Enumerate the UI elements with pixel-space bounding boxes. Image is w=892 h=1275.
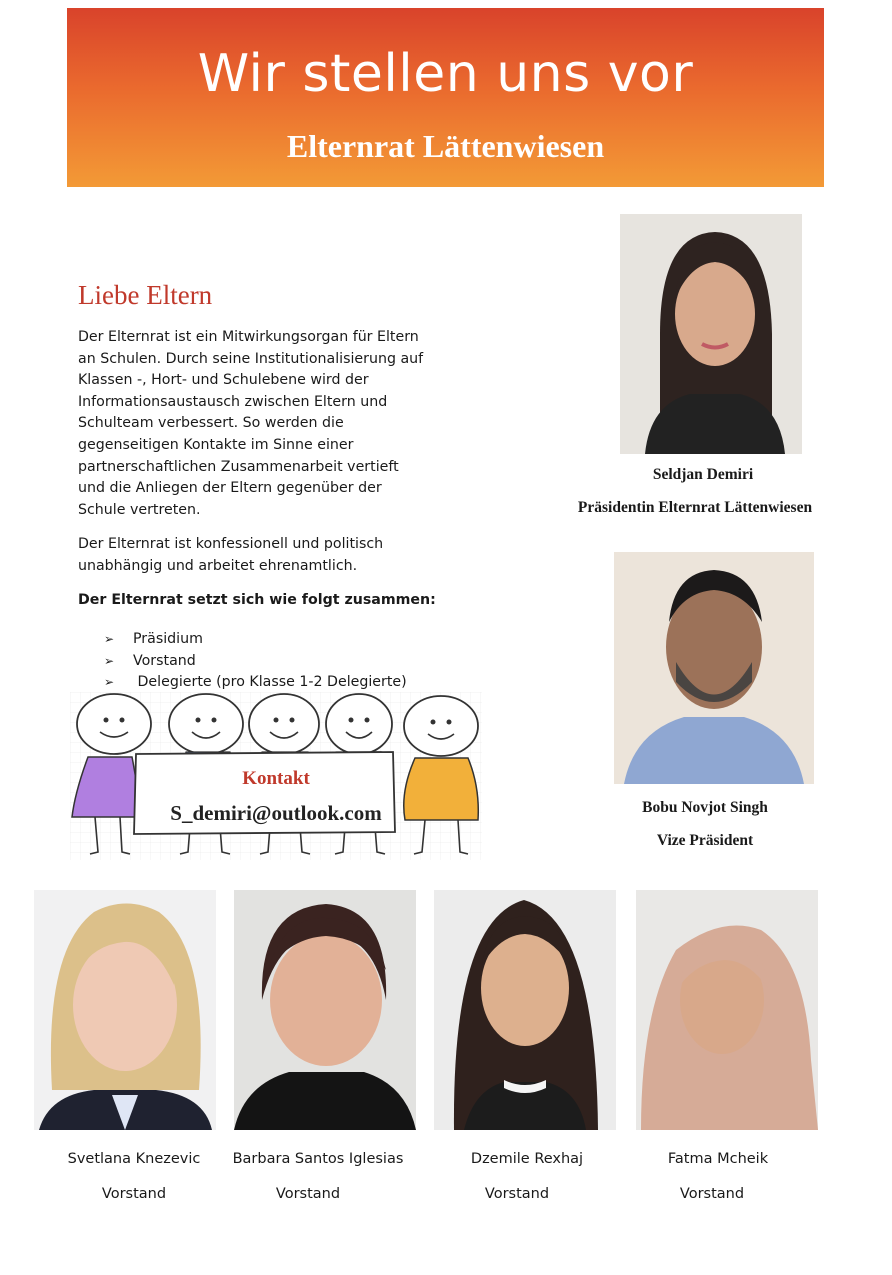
contact-illustration bbox=[70, 692, 482, 860]
list-item: ➢ Präsidium bbox=[104, 629, 407, 651]
president-name: Seldjan Demiri bbox=[652, 466, 754, 483]
board-member-name-4: Fatma Mcheik bbox=[667, 1151, 769, 1167]
vice-president-photo bbox=[614, 552, 814, 784]
intro-paragraph-2: Der Elternrat ist konfessionell und politisch unabhängig und arbeitet ehrenamtlich. bbox=[78, 536, 384, 574]
board-member-name-3: Dzemile Rexhaj bbox=[470, 1151, 584, 1167]
arrow-bullet-icon: ➢ bbox=[104, 653, 115, 668]
board-member-photo-1 bbox=[34, 890, 216, 1130]
board-member-role-1: Vorstand bbox=[101, 1186, 167, 1202]
header-banner bbox=[67, 8, 824, 187]
board-member-role-4: Vorstand bbox=[679, 1186, 745, 1202]
composition-list bbox=[104, 629, 407, 694]
page-title: Wir stellen uns vor bbox=[197, 44, 694, 104]
list-item: ➢ Vorstand bbox=[104, 651, 407, 673]
board-member-photo-3 bbox=[434, 890, 616, 1130]
contact-email: S_demiri@outlook.com bbox=[170, 801, 382, 825]
board-member-role-2: Vorstand bbox=[275, 1186, 341, 1202]
arrow-bullet-icon: ➢ bbox=[104, 675, 115, 690]
greeting-heading: Liebe Eltern bbox=[78, 280, 213, 310]
board-member-photo-2 bbox=[234, 890, 416, 1130]
page-subtitle: Elternrat Lättenwiesen bbox=[286, 128, 605, 164]
intro-paragraph-1: Der Elternrat ist ein Mitwirkungsorgan für Eltern an Schulen. Durch seine Institutionalisierung auf Klassen -, Hort- und Schulebene wird der Informationsaustausch zwischen Eltern und Schulteam verbessert. So werden die gegenseitigen Kontakte im Sinne einer partnerschaftlichen Zusammenarbeit vertieft und die Anliegen der Eltern gegenüber der Schule vertreten. bbox=[78, 329, 424, 518]
president-role: Präsidentin Elternrat Lättenwiesen bbox=[577, 499, 813, 516]
composition-heading: Der Elternrat setzt sich wie folgt zusammen: bbox=[78, 592, 436, 608]
contact-title: Kontakt bbox=[242, 768, 310, 789]
board-member-role-3: Vorstand bbox=[484, 1186, 550, 1202]
list-item: ➢ Delegierte (pro Klasse 1-2 Delegierte) bbox=[104, 672, 407, 694]
board-member-name-2: Barbara Santos Iglesias bbox=[232, 1151, 404, 1167]
vice-president-name: Bobu Novjot Singh bbox=[642, 799, 768, 816]
vice-president-role: Vize Präsident bbox=[656, 832, 754, 849]
board-member-name-1: Svetlana Knezevic bbox=[67, 1151, 201, 1167]
board-member-photo-4 bbox=[636, 890, 818, 1130]
arrow-bullet-icon: ➢ bbox=[104, 632, 115, 646]
president-photo bbox=[620, 214, 802, 454]
